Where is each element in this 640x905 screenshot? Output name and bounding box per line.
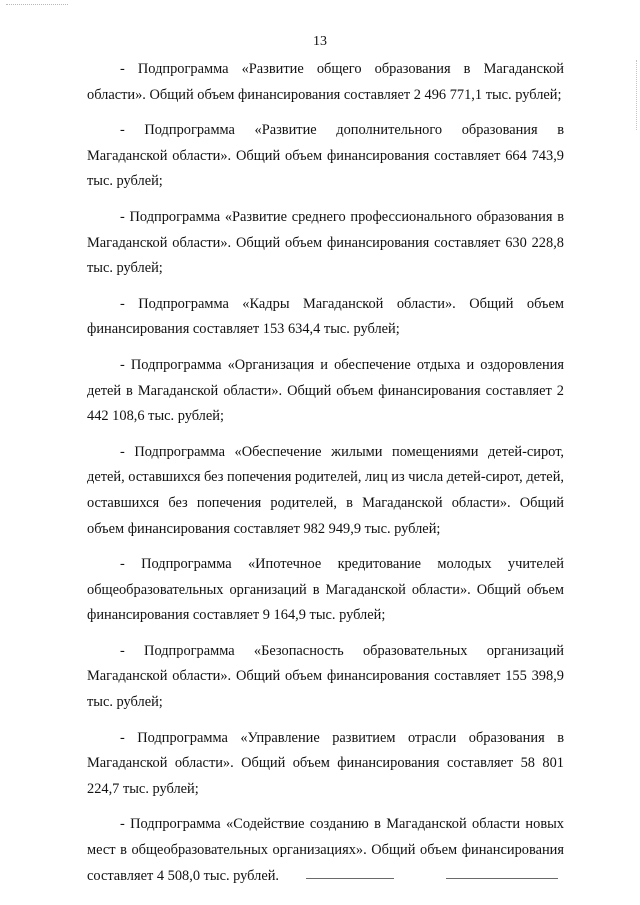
- subprogram-school-safety: - Подпрограмма «Безопасность образовательных организаций Магаданской области». Общий объем финансирования составляет 155 398,9 тыс. рублей;: [87, 642, 564, 711]
- footer-rule-left: [306, 878, 394, 879]
- subprogram-orphan-housing: - Подпрограмма «Обеспечение жилыми помещениями детей-сирот, детей, оставшихся без попечения родителей, лиц из числа детей-сирот, детей, оставшихся без попечения родителей, в Магаданской области». Общий объем финансирования составляет 982 949,9 тыс. рублей;: [87, 443, 564, 537]
- footer-rule-right: [446, 878, 558, 879]
- scan-artifact-top: [6, 4, 68, 7]
- scan-artifact-right: [635, 60, 637, 130]
- document-body: [87, 57, 564, 899]
- subprogram-general-education: - Подпрограмма «Развитие общего образования в Магаданской области». Общий объем финансирования составляет 2 496 771,1 тыс. рублей;: [87, 61, 564, 103]
- subprogram-vocational-education: - Подпрограмма «Развитие среднего профессионального образования в Магаданской области». Общий объем финансирования составляет 630 228,8 тыс. рублей;: [87, 208, 564, 277]
- subprogram-additional-education: - Подпрограмма «Развитие дополнительного образования в Магаданской области». Общий объем финансирования составляет 664 743,9 тыс. рублей;: [87, 122, 564, 190]
- subprogram-children-recreation: - Подпрограмма «Организация и обеспечение отдыха и оздоровления детей в Магаданской области». Общий объем финансирования составляет 2 442 108,6 тыс. рублей;: [87, 356, 564, 425]
- subprogram-teacher-mortgage: - Подпрограмма «Ипотечное кредитование молодых учителей общеобразовательных организаций в Магаданской области». Общий объем финансирования составляет 9 164,9 тыс. рублей;: [87, 556, 564, 624]
- page-number: 13: [313, 34, 327, 49]
- subprogram-new-school-places: - Подпрограмма «Содействие созданию в Магаданской области новых мест в общеобразовательных организациях». Общий объем финансирования составляет 4 508,0 тыс. рублей.: [87, 816, 564, 884]
- subprogram-education-management: - Подпрограмма «Управление развитием отрасли образования в Магаданской области». Общий объем финансирования составляет 58 801 224,7 тыс. рублей;: [87, 729, 564, 797]
- subprogram-personnel: - Подпрограмма «Кадры Магаданской области». Общий объем финансирования составляет 153 634,4 тыс. рублей;: [87, 295, 564, 338]
